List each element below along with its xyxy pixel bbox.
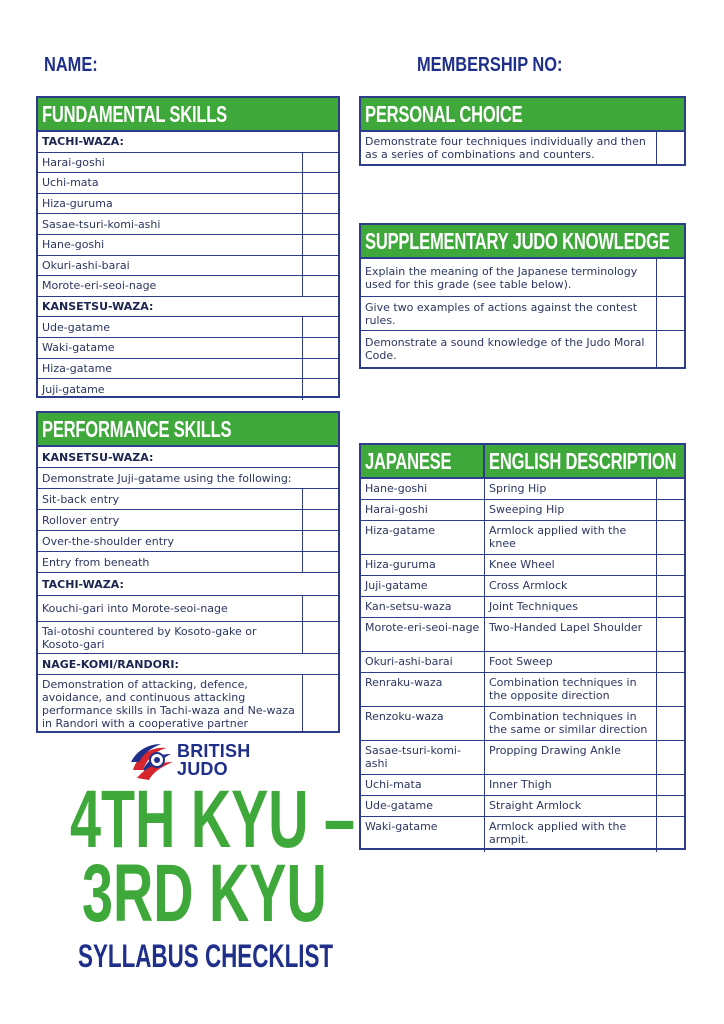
checklist-row [38, 379, 338, 400]
performance-skills-section [36, 411, 340, 733]
checklist-row [38, 552, 338, 573]
checkbox[interactable] [656, 652, 684, 672]
japanese-term: Renraku-waza [361, 673, 485, 706]
subheading-row [38, 654, 338, 675]
english-description: Inner Thigh [489, 778, 552, 791]
logo-line-judo: JUDO [177, 759, 228, 779]
checkbox[interactable] [656, 297, 684, 330]
japanese-term: Kan-setsu-waza [361, 597, 485, 617]
term-row [361, 707, 684, 741]
grade-title-line-2: 3RD KYU [82, 848, 327, 939]
english-description: Spring Hip [489, 482, 547, 495]
term-row [361, 555, 684, 576]
kansetsu-waza-subheading: KANSETSU-WAZA: [42, 450, 154, 464]
technique-label: Over-the-shoulder entry [42, 534, 175, 548]
membership-number-label: MEMBERSHIP NO: [417, 54, 563, 76]
logo-line-british: BRITISH [177, 741, 251, 761]
english-description: Armlock applied with the armpit. [489, 820, 627, 846]
technique-label: Demonstration of attacking, defence, avoidance, and continuous attacking performance skills in Tachi-waza and Ne-waza in Randori with a cooperative partner [42, 678, 295, 730]
japanese-term: Harai-goshi [361, 500, 485, 520]
term-row [361, 618, 684, 652]
performance-skills-header [38, 413, 338, 447]
personal-choice-title: PERSONAL CHOICE [365, 100, 523, 127]
japanese-term: Sasae-tsuri-komi-ashi [361, 741, 485, 774]
term-row [361, 652, 684, 673]
japanese-term: Juji-gatame [361, 576, 485, 596]
subheading-row [38, 132, 338, 153]
instruction-row [38, 468, 338, 489]
technique-label: Morote-eri-seoi-nage [42, 279, 157, 293]
checkbox[interactable] [656, 331, 684, 367]
checkbox[interactable] [656, 817, 684, 852]
technique-label: Ude-gatame [42, 320, 111, 334]
checklist-row [38, 173, 338, 194]
checkbox[interactable] [656, 479, 684, 499]
checklist-row [38, 214, 338, 235]
checklist-row [38, 317, 338, 338]
checklist-row [38, 235, 338, 256]
checkbox[interactable] [656, 796, 684, 816]
english-description: Armlock applied with the knee [489, 524, 627, 550]
term-row [361, 479, 684, 500]
technique-label: Hiza-guruma [42, 197, 113, 211]
grade-title-line-1: 4TH KYU – [70, 774, 356, 865]
supplementary-knowledge-title: SUPPLEMENTARY JUDO KNOWLEDGE [365, 227, 670, 254]
japanese-term: Hiza-gatame [361, 521, 485, 554]
logo-wordmark [177, 742, 250, 778]
japanese-term: Waki-gatame [361, 817, 485, 852]
english-description: Combination techniques in the same or similar direction [489, 710, 648, 736]
japanese-column-header: JAPANESE [365, 447, 452, 474]
technique-label: Waki-gatame [42, 341, 115, 355]
fundamental-skills-header [38, 98, 338, 132]
requirement-label: Give two examples of actions against the contest rules. [365, 300, 638, 327]
technique-label: Sasae-tsuri-komi-ashi [42, 217, 161, 231]
checkbox[interactable] [302, 317, 338, 337]
term-row [361, 500, 684, 521]
checkbox[interactable] [656, 707, 684, 740]
english-description: Propping Drawing Ankle [489, 744, 621, 757]
personal-choice-section [359, 96, 686, 166]
checklist-row [38, 510, 338, 531]
performance-skills-title: PERFORMANCE SKILLS [42, 415, 232, 442]
technique-label: Sit-back entry [42, 492, 120, 506]
checklist-row [38, 338, 338, 359]
checkbox[interactable] [302, 622, 338, 653]
japanese-term: Okuri-ashi-barai [361, 652, 485, 672]
checklist-row [38, 256, 338, 277]
english-description: Foot Sweep [489, 655, 553, 668]
terminology-table [359, 443, 686, 850]
term-row [361, 597, 684, 618]
technique-label: Kouchi-gari into Morote-seoi-nage [42, 602, 228, 615]
english-description: Joint Techniques [489, 600, 578, 613]
english-description: Two-Handed Lapel Shoulder [489, 621, 643, 634]
checklist-row [38, 276, 338, 297]
kansetsu-waza-subheading: KANSETSU-WAZA: [42, 300, 154, 314]
term-row [361, 817, 684, 852]
checkbox[interactable] [302, 173, 338, 193]
tachi-waza-subheading: TACHI-WAZA: [42, 577, 124, 591]
checkbox[interactable] [656, 521, 684, 554]
checkbox[interactable] [302, 256, 338, 276]
japanese-term: Uchi-mata [361, 775, 485, 795]
japanese-term: Hane-goshi [361, 479, 485, 499]
checkbox[interactable] [656, 597, 684, 617]
fundamental-skills-title: FUNDAMENTAL SKILLS [42, 100, 228, 127]
technique-label: Tai-otoshi countered by Kosoto-gake or Kosoto-gari [42, 624, 257, 651]
checkbox[interactable] [656, 673, 684, 706]
checkbox[interactable] [302, 675, 338, 733]
checkbox[interactable] [302, 214, 338, 234]
technique-label: Harai-goshi [42, 155, 105, 169]
checkbox[interactable] [656, 555, 684, 575]
term-row [361, 796, 684, 817]
juji-gatame-instruction: Demonstrate Juji-gatame using the following: [42, 471, 292, 485]
technique-label: Hane-goshi [42, 238, 105, 252]
checkbox[interactable] [656, 500, 684, 520]
checklist-row [38, 194, 338, 215]
checkbox[interactable] [302, 510, 338, 530]
japanese-term: Ude-gatame [361, 796, 485, 816]
checklist-row [38, 596, 338, 622]
checklist-row [361, 297, 684, 331]
checkbox[interactable] [302, 489, 338, 509]
checklist-row [38, 153, 338, 174]
checklist-row [38, 359, 338, 380]
requirement-label: Demonstrate four techniques individually and then as a series of combinations and counters. [365, 135, 646, 161]
personal-choice-header [361, 98, 684, 132]
subheading-row [38, 297, 338, 318]
english-column-header: ENGLISH DESCRIPTION [489, 447, 677, 474]
checkbox[interactable] [656, 576, 684, 596]
english-description: Knee Wheel [489, 558, 555, 571]
checklist-row [361, 132, 684, 164]
technique-label: Hiza-gatame [42, 361, 113, 375]
term-row [361, 521, 684, 555]
terminology-table-header [361, 445, 684, 479]
checklist-row [38, 531, 338, 552]
english-description: Cross Armlock [489, 579, 568, 592]
supplementary-knowledge-section [359, 223, 686, 369]
syllabus-checklist-label: SYLLABUS CHECKLIST [78, 938, 334, 974]
japanese-term: Hiza-guruma [361, 555, 485, 575]
english-description: Sweeping Hip [489, 503, 565, 516]
tachi-waza-subheading: TACHI-WAZA: [42, 135, 124, 149]
japanese-term: Morote-eri-seoi-nage [361, 618, 485, 651]
checklist-row [38, 489, 338, 510]
subheading-row [38, 447, 338, 468]
checkbox[interactable] [302, 359, 338, 379]
checklist-row [361, 331, 684, 367]
name-label: NAME: [44, 54, 98, 76]
checkbox[interactable] [302, 276, 338, 296]
technique-label: Entry from beneath [42, 555, 150, 569]
nage-komi-randori-subheading: NAGE-KOMI/RANDORI: [42, 657, 179, 671]
japanese-term: Renzoku-waza [361, 707, 485, 740]
checkbox[interactable] [656, 132, 684, 164]
supplementary-knowledge-header [361, 225, 684, 259]
term-row [361, 673, 684, 707]
term-row [361, 775, 684, 796]
checkbox[interactable] [302, 596, 338, 621]
checkbox[interactable] [302, 235, 338, 255]
checkbox[interactable] [656, 618, 684, 651]
term-row [361, 741, 684, 775]
term-row [361, 576, 684, 597]
technique-label: Rollover entry [42, 513, 120, 527]
checkbox[interactable] [302, 153, 338, 173]
english-description: Straight Armlock [489, 799, 582, 812]
checkbox[interactable] [302, 531, 338, 551]
checkbox[interactable] [656, 259, 684, 296]
technique-label: Uchi-mata [42, 176, 99, 190]
fundamental-skills-section [36, 96, 340, 398]
checkbox[interactable] [302, 552, 338, 572]
technique-label: Okuri-ashi-barai [42, 258, 130, 272]
checklist-row [361, 259, 684, 297]
checkbox[interactable] [302, 194, 338, 214]
checklist-row [38, 622, 338, 654]
requirement-label: Demonstrate a sound knowledge of the Judo Moral Code. [365, 336, 645, 362]
subheading-row [38, 573, 338, 596]
checklist-row [38, 675, 338, 733]
checkbox[interactable] [656, 775, 684, 795]
technique-label: Juji-gatame [42, 382, 105, 396]
checkbox[interactable] [302, 379, 338, 400]
english-description: Combination techniques in the opposite direction [489, 676, 637, 702]
checkbox[interactable] [656, 741, 684, 774]
checkbox[interactable] [302, 338, 338, 358]
requirement-label: Explain the meaning of the Japanese terminology used for this grade (see table below). [365, 264, 638, 291]
